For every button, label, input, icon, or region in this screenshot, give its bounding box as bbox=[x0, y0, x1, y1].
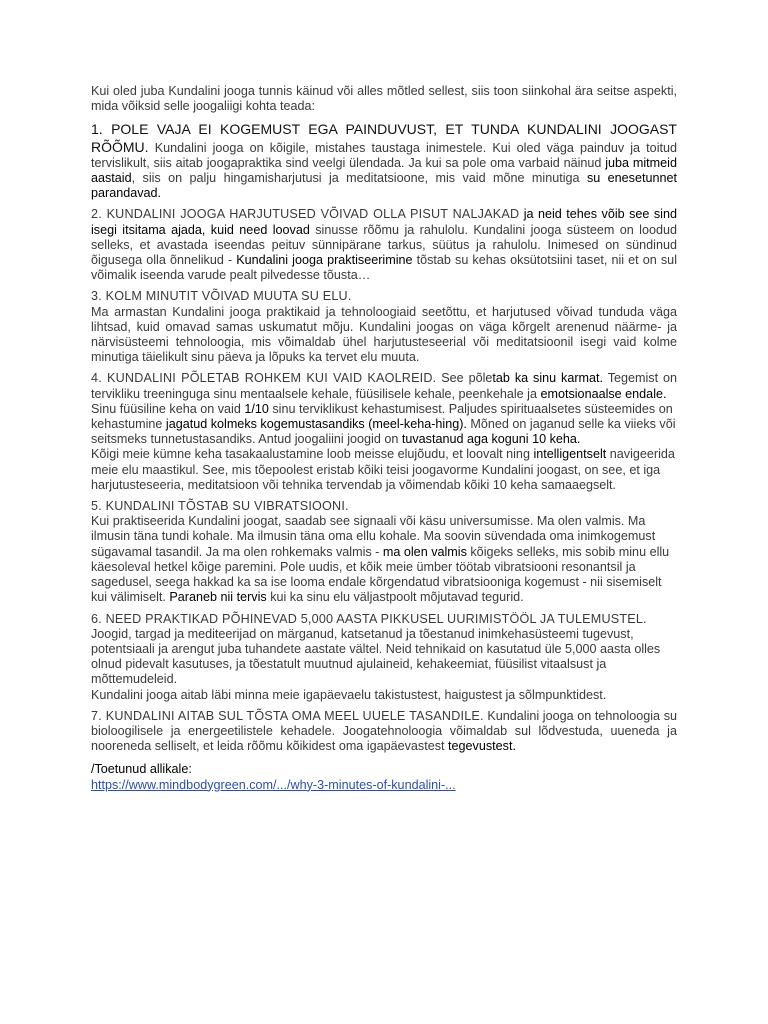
section-1 bbox=[91, 121, 677, 201]
section-4-p2-emphasis-c: tuvastanud aga koguni 10 keha. bbox=[401, 432, 581, 447]
section-4-text-b: Tegemist on tervikliku treeninguga sinu mentaalsele kehale, füüsilisele kehale, peenkehale ja bbox=[91, 371, 677, 401]
section-3-heading: 3. KOLM MINUTIT VÕIVAD MUUTA SU ELU. bbox=[91, 289, 352, 304]
section-4-p2-emphasis-b: jagatud kolmeks kogemustasandiks (meel-keha-hing). bbox=[165, 417, 467, 432]
section-4-p2-text-c: Mõned on jaganud selle ka viieks või seitsmeks tunnetustasandiks. Antud joogaliini joogid on bbox=[91, 417, 676, 447]
intro-paragraph: Kui oled juba Kundalini jooga tunnis käinud või alles mõtled sellest, siis toon siinkohal ära seitse aspekti, mida võiksid selle joogaliigi kohta teada: bbox=[91, 84, 677, 114]
section-1-emphasis-a: juba mitmeid aastaid bbox=[91, 155, 677, 186]
section-4-emphasis-a: tab ka sinu karmat. bbox=[492, 371, 604, 386]
section-5-text-b: kõigeks selleks, mis sobib minu ellu käesoleval hetkel kõige paremini. Pole uudis, et kõik meie ümber töötab vibratsiooni resonantsil ja sagedusel, seega hakkad ka sa ise looma endale kõrgendatud vibratsiooniga kogemust - nii sisemiselt kui välimiselt. bbox=[91, 544, 670, 605]
section-4-paragraph-3 bbox=[91, 447, 677, 493]
source-link[interactable]: https://www.mindbodygreen.com/.../why-3-minutes-of-kundalini-... bbox=[91, 777, 456, 792]
source-label: /Toetunud allikale: bbox=[91, 762, 192, 777]
section-5-emphasis-b: Paraneb nii tervis bbox=[169, 590, 267, 605]
article-body bbox=[91, 84, 677, 799]
section-4-paragraph-2 bbox=[91, 402, 677, 448]
section-4-heading: 4. KUNDALINI PÕLETAB ROHKEM KUI VAID KAOLREID. bbox=[91, 371, 437, 386]
section-2 bbox=[91, 207, 677, 283]
section-1-heading: 1. POLE VAJA EI KOGEMUST EGA PAINDUVUST, ET TUNDA KUNDALINI JOOGAST RÕÕMU. bbox=[91, 121, 677, 155]
section-6-p2-text: Kundalini jooga aitab läbi minna meie igapäevaelu takistustest, haigustest ja sõlmpunktidest. bbox=[91, 687, 607, 702]
section-2-heading: 2. KUNDALINI JOOGA HARJUTUSED VÕIVAD OLLA PISUT NALJAKAD bbox=[91, 207, 520, 222]
section-1-emphasis-b: su enesetunnet parandavad. bbox=[91, 171, 677, 201]
section-7 bbox=[91, 709, 677, 755]
section-4-p2-text-a: Sinu füüsiline keha on vaid bbox=[91, 401, 245, 416]
section-4-p2-emphasis-a: 1/10 bbox=[244, 401, 269, 416]
section-2-text-c: tõstab su kehas oksütotsiini taset, nii et on sul võimalik iseenda varude pealt pilvedesse tõusta… bbox=[91, 253, 677, 283]
section-5 bbox=[91, 499, 677, 605]
section-4 bbox=[91, 371, 677, 401]
section-4-emphasis-b: emotsionaalse endale. bbox=[540, 386, 667, 401]
section-1-text-a: Kundalini jooga on kõigile, mistahes taustaga inimestele. Kui oled väga painduv ja toitud tervislikult, siis aitab joogapraktika sind veelgi ülendada. Ja kui sa pole oma varbaid näinud bbox=[91, 140, 677, 170]
section-2-text-b: sinusse rõõmu ja rahulolu. Kundalini jooga süsteem on loodud selleks, et avastada iseendas peituv sünnipärane tarkus, süütus ja rahulolu. Inimesed on sündinud õigusega olla õnnelikud - bbox=[91, 222, 677, 268]
section-4-p3-emphasis-a: intelligentselt bbox=[533, 447, 607, 462]
section-3-text: Ma armastan Kundalini jooga praktikaid ja tehnoloogiaid seetõttu, et harjutused võivad tunduda väga lihtsad, kuid omavad samas uskumatut mõju. Kundalini joogas on väga kõrgelt arenenud näärme- ja närvisüsteemi tehnoloogia, mis võimaldab ühel harjutusteseerial või meditatsioonil isegi vaid kolme minutiga täielikult sinu päeva ja lõpuks ka tervet elu muuta. bbox=[91, 304, 677, 365]
section-7-heading: 7. KUNDALINI AITAB SUL TÕSTA OMA MEEL UUELE TASANDILE. bbox=[91, 708, 484, 723]
section-2-emphasis-a: see sind isegi itsitama ajada, kuid need loovad bbox=[91, 207, 677, 237]
section-5-heading: 5. KUNDALINI TÕSTAB SU VIBRATSIOONI. bbox=[91, 499, 349, 514]
section-6-paragraph-2 bbox=[91, 688, 677, 703]
section-2-text-a: ja neid tehes võib bbox=[519, 207, 630, 222]
section-4-p3-text-a: Kõigi meie kümne keha tasakaalustamine loob meisse elujõudu, et loovalt ning bbox=[91, 447, 534, 462]
section-5-text-c: kui ka sinu elu väljastpoolt mõjutavad tegurid. bbox=[266, 590, 524, 605]
section-6 bbox=[91, 612, 677, 688]
section-3 bbox=[91, 289, 677, 365]
section-7-emphasis-a: tegevustest. bbox=[448, 739, 516, 754]
source-paragraph bbox=[91, 778, 677, 793]
section-7-text-a: Kundalini jooga on tehnoloogia su bioloogilisele ja energeetilistele kehadele. Joogatehnoloogia võimaldab sul lõdvestuda, uueneda ja nooreneda selliselt, et leida rõõmu kõikidest oma igapäevastest bbox=[91, 708, 677, 754]
section-4-text-a: See põle bbox=[436, 371, 493, 386]
section-1-text-b: , siis on palju hingamisharjutusi ja meditatsioone, mis vaid mõne minutiga bbox=[131, 171, 587, 186]
section-5-emphasis-a: ma olen valmis bbox=[382, 544, 467, 559]
section-4-p2-text-b: sinu terviklikust kehastumisest. Paljudes spirituaalsetes süsteemides on kehastumine bbox=[91, 401, 673, 432]
section-4-p3-text-b: navigeerida meie elu maastikul. See, mis tõepoolest eristab kõiki teisi joogavorme Kundalini joogast, on see, et iga harjutusteseeria, meditatsioon või tehnika tervendab ja võimendab kõiki 10 keha samaaegselt. bbox=[91, 447, 675, 492]
section-2-emphasis-b: Kundalini jooga praktiseerimine bbox=[236, 253, 413, 268]
section-5-text-a: Kui praktiseerida Kundalini joogat, saadab see signaali või käsu universumisse. Ma olen valmis. Ma ilmusin täna tundi kohale. Ma ilmusin täna oma ellu kohale. Ma soovin süvendada oma inimkogemust sügavamal tasandil. Ja ma olen rohkemaks valmis - bbox=[91, 514, 656, 559]
section-6-text-a: Joogid, targad ja mediteerijad on märganud, katsetanud ja tõestanud inimkehasüsteemi tugevust, potentsiaali ja arengut juba tuhandete aastate vältel. Neid tehnikaid on kasutatud üle 5,000 aasta olles olnud pidevalt kasutuses, ja tõestatult muutnud ajulaineid, kehakeemiat, füüsilist vitaalsust ja mõttemudeleid. bbox=[91, 626, 661, 687]
section-6-heading: 6. NEED PRAKTIKAD PÕHINEVAD 5,000 AASTA PIKKUSEL UURIMISTÖÖL JA TULEMUSTEL. bbox=[91, 611, 647, 626]
